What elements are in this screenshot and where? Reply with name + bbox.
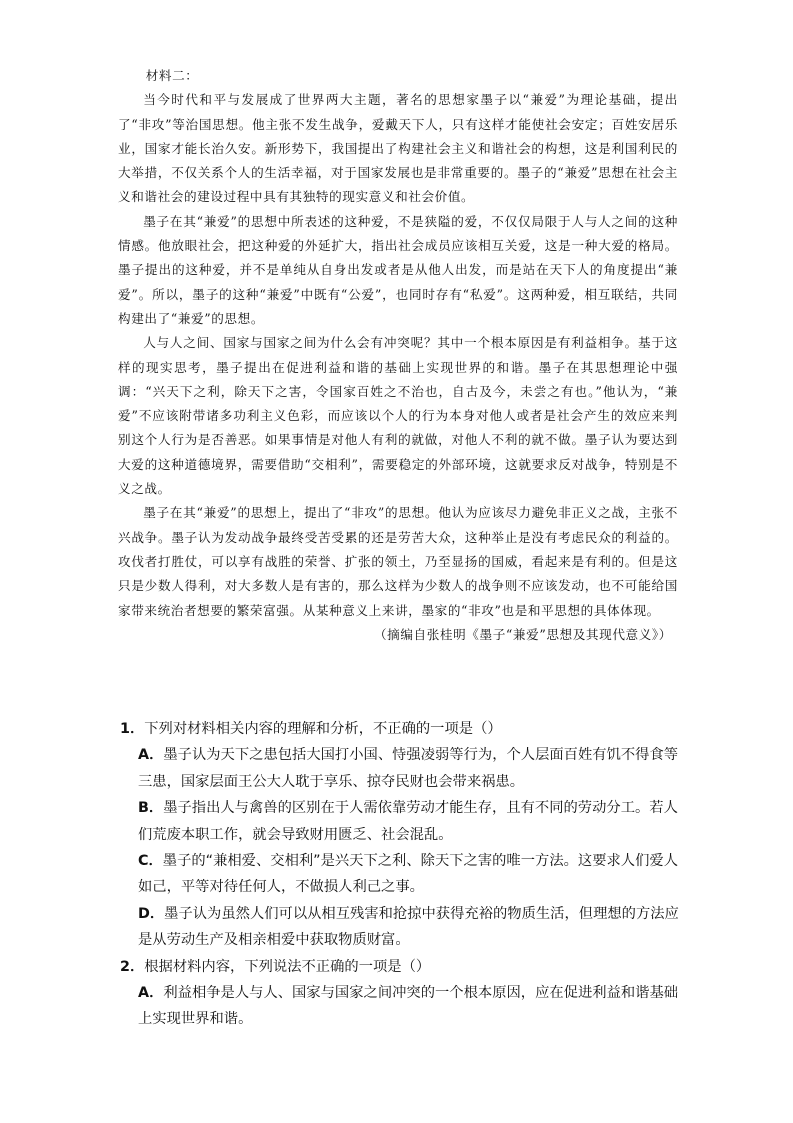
option-text: 墨子的“兼相爱、交相利”是兴天下之利、除天下之害的唯一方法。这要求人们爱人如己，平等对待任何人，不做损人利己之事。	[138, 853, 678, 896]
reading-material	[118, 64, 678, 647]
option-text: 墨子认为天下之患包括大国打小国、恃强凌弱等行为，个人层面百姓有饥不得食等三患，国家层面王公大人耽于享乐、掠夺民财也会带来祸患。	[138, 747, 679, 790]
option-text: 利益相争是人与人、国家与国家之间冲突的一个根本原因，应在促进利益和谐基础上实现世界和谐。	[138, 985, 679, 1028]
question-text: 根据材料内容，下列说法不正确的一项是（）	[144, 958, 431, 975]
option-letter: B．	[138, 800, 164, 817]
material-source: （摘编自张桂明《墨子“兼爱”思想及其现代意义》）	[373, 626, 672, 642]
answer-option[interactable]	[138, 742, 680, 795]
material-paragraph: 墨子在其“兼爱”的思想上，提出了“非攻”的思想。他认为应该尽力避免非正义之战，主张不兴战争。墨子认为发动战争最终受苦受累的还是劳苦大众，这种举止是没有考虑民众的利益的。攻伐者打胜仗，可以享有战胜的荣誉、扩张的领土，乃至显扬的国威，看起来是有利的。但是这只是少数人得利，对大多数人是有害的，那么这样为少数人的战争则不应该发动，也不可能给国家带来统治者想要的繁荣富强。从某种意义上来讲，墨家的“非攻”也是和平思想的具体体现。	[118, 505, 678, 618]
option-text: 墨子认为虽然人们可以从相互残害和抢掠中获得充裕的物质生活，但理想的方法应是从劳动生产及相亲相爱中获取物质财富。	[138, 905, 679, 949]
option-letter: A．	[138, 747, 164, 764]
option-text: 墨子指出人与禽兽的区别在于人需依靠劳动才能生存，且有不同的劳动分工。若人们荒废本职工作，就会导致财用匮乏、社会混乱。	[138, 800, 678, 843]
question-item	[120, 954, 680, 1033]
question-number: 2．	[120, 958, 145, 975]
answer-option[interactable]	[138, 980, 680, 1033]
answer-option[interactable]	[138, 848, 680, 901]
question-number: 1．	[120, 721, 145, 737]
material-paragraph: 墨子在其“兼爱”的思想中所表述的这种爱，不是狭隘的爱，不仅仅局限于人与人之间的这种情感。他放眼社会，把这种爱的外延扩大，指出社会成员应该相互关爱，这是一种大爱的格局。墨子提出的这种爱，并不是单纯从自身出发或者是从他人出发，而是站在天下人的角度提出“兼爱”。所以，墨子的这种“兼爱”中既有“公爱”，也同时存有“私爱”。这两种爱，相互联结，共同构建出了“兼爱”的思想。	[118, 213, 678, 326]
answer-option[interactable]	[138, 795, 680, 848]
material-heading: 材料二：	[145, 68, 199, 83]
material-paragraph: 当今时代和平与发展成了世界两大主题，著名的思想家墨子以“兼爱”为理论基础，提出了“非攻”等治国思想。他主张不发生战争，爱戴天下人，只有这样才能使社会安定；百姓安居乐业，国家才能长治久安。新形势下，我国提出了构建社会主义和谐社会的构想，这是利国利民的大举措，不仅关系个人的生活幸福，对于国家发展也是非常重要的。墨子的“兼爱”思想在社会主义和谐社会的建设过程中具有其独特的现实意义和社会价值。	[118, 92, 678, 205]
answer-option[interactable]	[138, 901, 680, 954]
question-list	[120, 716, 680, 1033]
question-stem	[120, 954, 680, 980]
question-item	[120, 716, 680, 954]
question-stem	[120, 716, 680, 742]
option-letter: C．	[138, 853, 163, 870]
option-letter: A．	[138, 985, 164, 1002]
option-letter: D．	[138, 905, 165, 922]
question-text: 下列对材料相关内容的理解和分析，不正确的一项是（）	[144, 721, 502, 737]
material-paragraph: 人与人之间、国家与国家之间为什么会有冲突呢？其中一个根本原因是有利益相争。基于这样的现实思考，墨子提出在促进利益和谐的基础上实现世界的和谐。墨子在其思想理论中强调：“兴天下之利，除天下之害，令国家百姓之不治也，自古及今，未尝之有也。”他认为，“兼爱”不应该附带诸多功利主义色彩，而应该以个人的行为本身对他人或者是社会产生的效应来判别这个人行为是否善恶。如果事情是对他人有利的就做，对他人不利的就不做。墨子认为要达到大爱的这种道德境界，需要借助“交相利”，需要稳定的外部环境，这就要求反对战争，特别是不义之战。	[118, 335, 678, 497]
